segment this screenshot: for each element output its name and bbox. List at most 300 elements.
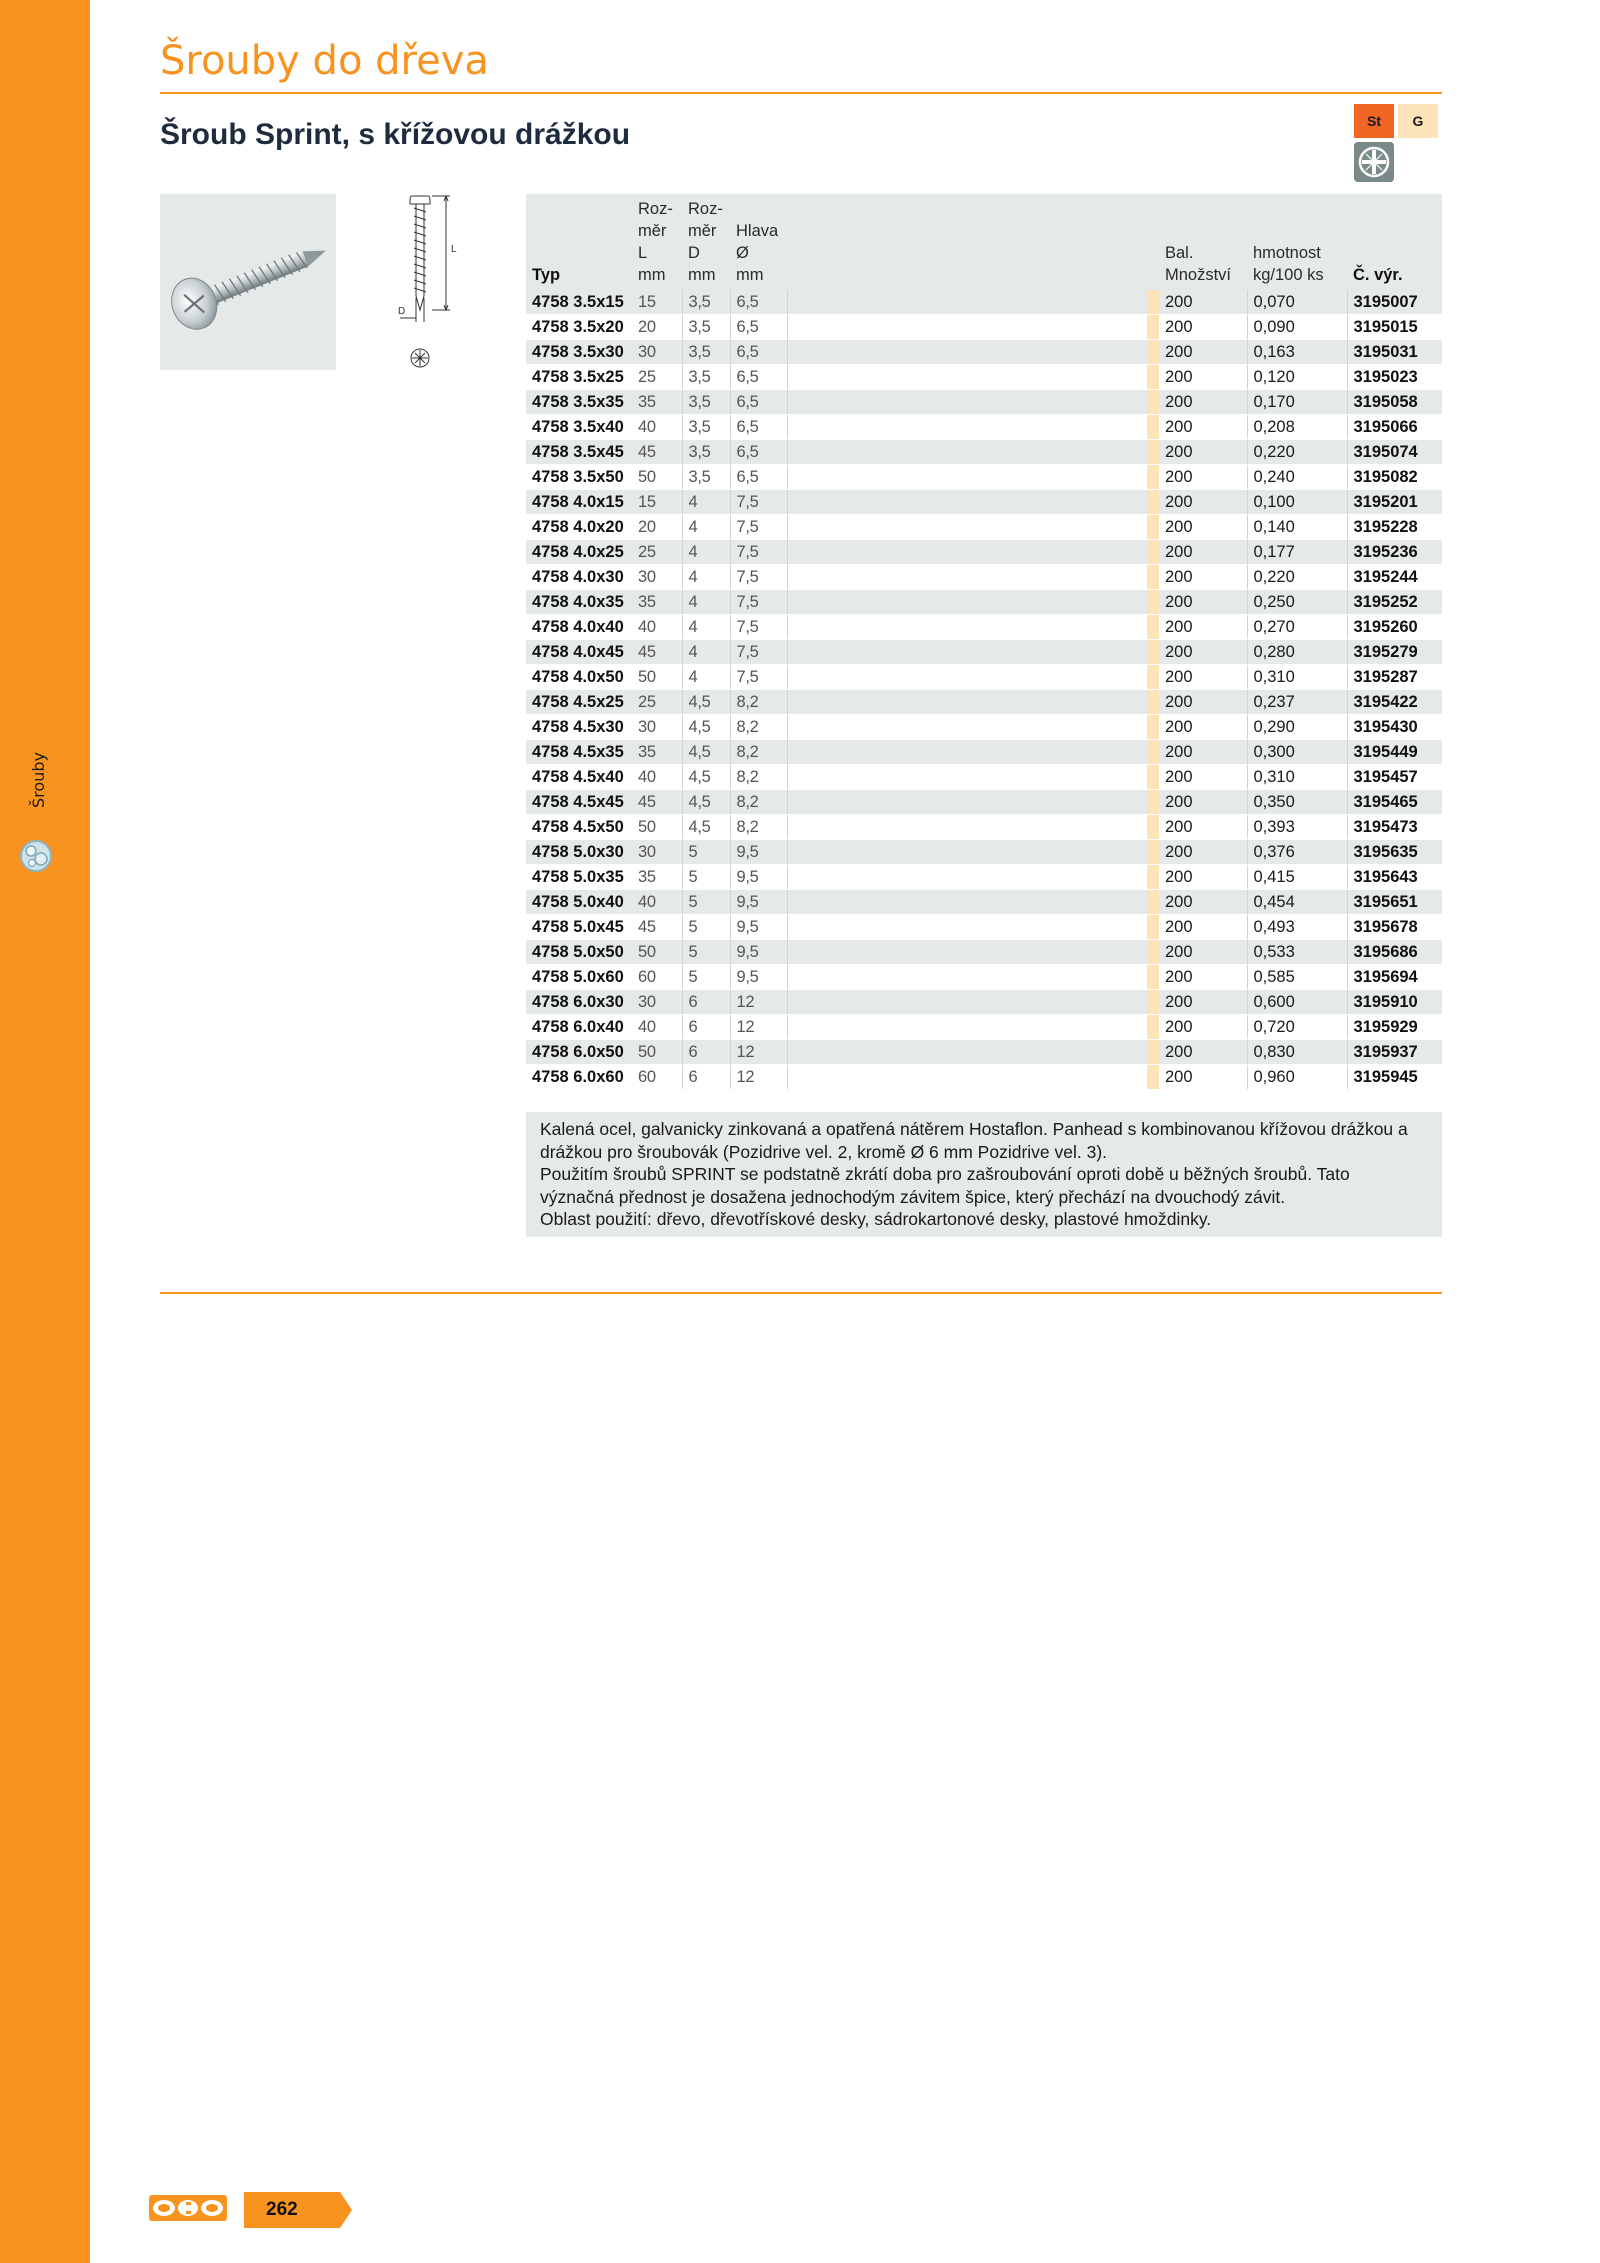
cell-gap xyxy=(787,1040,1147,1065)
cell-diameter: 4 xyxy=(682,640,730,665)
cell-diameter: 3,5 xyxy=(682,340,730,365)
cell-gap xyxy=(787,365,1147,390)
cell-package: 200 xyxy=(1159,865,1247,890)
cell-package: 200 xyxy=(1159,315,1247,340)
cell-separator xyxy=(1147,365,1159,390)
table-row xyxy=(526,565,1442,590)
cell-weight: 0,300 xyxy=(1247,740,1347,765)
cell-length: 45 xyxy=(632,640,682,665)
cell-head: 8,2 xyxy=(730,815,787,840)
table-row xyxy=(526,1040,1442,1065)
cell-typ: 4758 4.5x35 xyxy=(526,740,632,765)
cell-typ: 4758 6.0x60 xyxy=(526,1065,632,1090)
cell-package: 200 xyxy=(1159,815,1247,840)
cell-typ: 4758 5.0x45 xyxy=(526,915,632,940)
diameter-label: D xyxy=(398,306,406,317)
cell-separator xyxy=(1147,415,1159,440)
cell-length: 25 xyxy=(632,540,682,565)
cell-diameter: 5 xyxy=(682,915,730,940)
table-row xyxy=(526,340,1442,365)
cell-length: 50 xyxy=(632,1040,682,1065)
cell-diameter: 3,5 xyxy=(682,465,730,490)
cell-typ: 4758 3.5x20 xyxy=(526,315,632,340)
cell-package: 200 xyxy=(1159,565,1247,590)
table-row xyxy=(526,940,1442,965)
cell-head: 7,5 xyxy=(730,565,787,590)
table-row xyxy=(526,1065,1442,1090)
cell-diameter: 4 xyxy=(682,540,730,565)
cell-gap xyxy=(787,1065,1147,1090)
header-article-number: Č. výr. xyxy=(1353,266,1403,284)
cell-diameter: 4,5 xyxy=(682,690,730,715)
header-length: Roz- měr L mm xyxy=(638,200,673,284)
cell-gap xyxy=(787,290,1147,315)
cell-separator xyxy=(1147,1040,1159,1065)
cell-length: 50 xyxy=(632,940,682,965)
cell-length: 45 xyxy=(632,915,682,940)
cell-length: 50 xyxy=(632,665,682,690)
cell-article-number: 3195694 xyxy=(1347,965,1442,990)
cell-article-number: 3195945 xyxy=(1347,1065,1442,1090)
cell-typ: 4758 6.0x30 xyxy=(526,990,632,1015)
cell-head: 9,5 xyxy=(730,865,787,890)
cell-weight: 0,376 xyxy=(1247,840,1347,865)
cell-gap xyxy=(787,565,1147,590)
cell-gap xyxy=(787,390,1147,415)
cell-typ: 4758 4.5x50 xyxy=(526,815,632,840)
cell-weight: 0,280 xyxy=(1247,640,1347,665)
cell-weight: 0,720 xyxy=(1247,1015,1347,1040)
cell-separator xyxy=(1147,590,1159,615)
description-line: Použitím šroubů SPRINT se podstatně zkrátí doba pro zašroubování oproti době u běžných šroubů. Tato význačná přednost je dosažena jednochodým závitem špice, který přechází na dvouchodý závit. xyxy=(540,1164,1350,1207)
table-row xyxy=(526,965,1442,990)
cell-article-number: 3195023 xyxy=(1347,365,1442,390)
cell-typ: 4758 3.5x45 xyxy=(526,440,632,465)
cell-separator xyxy=(1147,665,1159,690)
header-diameter: Roz- měr D mm xyxy=(688,200,723,284)
table-row xyxy=(526,415,1442,440)
cell-diameter: 6 xyxy=(682,1015,730,1040)
table-row xyxy=(526,290,1442,315)
cell-weight: 0,350 xyxy=(1247,790,1347,815)
cell-diameter: 4,5 xyxy=(682,715,730,740)
cell-head: 12 xyxy=(730,1015,787,1040)
cell-separator xyxy=(1147,290,1159,315)
cell-article-number: 3195236 xyxy=(1347,540,1442,565)
table-row xyxy=(526,715,1442,740)
cell-diameter: 4,5 xyxy=(682,815,730,840)
cell-weight: 0,120 xyxy=(1247,365,1347,390)
cell-length: 40 xyxy=(632,765,682,790)
cell-separator xyxy=(1147,515,1159,540)
cell-length: 40 xyxy=(632,615,682,640)
cell-diameter: 4,5 xyxy=(682,740,730,765)
header-weight: hmotnost kg/100 ks xyxy=(1253,244,1324,284)
cell-article-number: 3195910 xyxy=(1347,990,1442,1015)
table-row xyxy=(526,315,1442,340)
page-number: 262 xyxy=(266,2199,298,2220)
cell-head: 8,2 xyxy=(730,740,787,765)
cell-article-number: 3195473 xyxy=(1347,815,1442,840)
cell-typ: 4758 4.0x20 xyxy=(526,515,632,540)
cell-weight: 0,830 xyxy=(1247,1040,1347,1065)
table-row xyxy=(526,665,1442,690)
cell-package: 200 xyxy=(1159,415,1247,440)
cell-package: 200 xyxy=(1159,515,1247,540)
page-number-tab xyxy=(244,2192,352,2228)
cell-article-number: 3195651 xyxy=(1347,890,1442,915)
cell-separator xyxy=(1147,790,1159,815)
cell-head: 12 xyxy=(730,1040,787,1065)
product-table xyxy=(526,194,1442,1090)
table-header-row xyxy=(526,194,1442,290)
cell-package: 200 xyxy=(1159,890,1247,915)
cell-weight: 0,163 xyxy=(1247,340,1347,365)
cell-article-number: 3195058 xyxy=(1347,390,1442,415)
bottom-divider xyxy=(160,1292,1442,1294)
cell-weight: 0,270 xyxy=(1247,615,1347,640)
cell-head: 6,5 xyxy=(730,365,787,390)
cell-length: 30 xyxy=(632,840,682,865)
cell-diameter: 4 xyxy=(682,515,730,540)
cell-length: 20 xyxy=(632,315,682,340)
cell-separator xyxy=(1147,1015,1159,1040)
cell-article-number: 3195066 xyxy=(1347,415,1442,440)
cell-diameter: 3,5 xyxy=(682,315,730,340)
cell-gap xyxy=(787,965,1147,990)
material-badge-steel: St xyxy=(1354,104,1394,138)
cell-gap xyxy=(787,840,1147,865)
cell-weight: 0,090 xyxy=(1247,315,1347,340)
cell-head: 9,5 xyxy=(730,840,787,865)
cell-gap xyxy=(787,915,1147,940)
cell-package: 200 xyxy=(1159,840,1247,865)
cell-article-number: 3195228 xyxy=(1347,515,1442,540)
cell-separator xyxy=(1147,540,1159,565)
cell-separator xyxy=(1147,565,1159,590)
table-row xyxy=(526,615,1442,640)
cell-head: 9,5 xyxy=(730,890,787,915)
cell-separator xyxy=(1147,615,1159,640)
cell-gap xyxy=(787,1015,1147,1040)
cell-diameter: 4,5 xyxy=(682,790,730,815)
cell-length: 35 xyxy=(632,590,682,615)
cell-head: 9,5 xyxy=(730,965,787,990)
cell-head: 9,5 xyxy=(730,915,787,940)
cell-separator xyxy=(1147,390,1159,415)
table-row xyxy=(526,465,1442,490)
cell-separator xyxy=(1147,990,1159,1015)
cell-typ: 4758 5.0x30 xyxy=(526,840,632,865)
cell-length: 40 xyxy=(632,890,682,915)
cell-diameter: 4 xyxy=(682,565,730,590)
cell-gap xyxy=(787,790,1147,815)
cell-separator xyxy=(1147,815,1159,840)
cell-package: 200 xyxy=(1159,465,1247,490)
cell-separator xyxy=(1147,465,1159,490)
cell-article-number: 3195252 xyxy=(1347,590,1442,615)
cell-package: 200 xyxy=(1159,765,1247,790)
header-package: Bal. Množství xyxy=(1165,244,1232,284)
cell-diameter: 4 xyxy=(682,490,730,515)
cell-diameter: 4 xyxy=(682,665,730,690)
table-row xyxy=(526,590,1442,615)
cell-head: 8,2 xyxy=(730,790,787,815)
cell-weight: 0,290 xyxy=(1247,715,1347,740)
cell-diameter: 3,5 xyxy=(682,365,730,390)
cell-package: 200 xyxy=(1159,365,1247,390)
cell-weight: 0,393 xyxy=(1247,815,1347,840)
cell-separator xyxy=(1147,690,1159,715)
cell-article-number: 3195260 xyxy=(1347,615,1442,640)
cell-typ: 4758 4.0x40 xyxy=(526,615,632,640)
cell-gap xyxy=(787,615,1147,640)
cell-separator xyxy=(1147,1065,1159,1090)
table-row xyxy=(526,765,1442,790)
cell-package: 200 xyxy=(1159,1040,1247,1065)
cell-length: 35 xyxy=(632,740,682,765)
cell-gap xyxy=(787,990,1147,1015)
cell-article-number: 3195422 xyxy=(1347,690,1442,715)
cell-article-number: 3195457 xyxy=(1347,765,1442,790)
page-title: Šrouby do dřeva xyxy=(160,38,489,84)
cell-typ: 4758 4.0x45 xyxy=(526,640,632,665)
table-row xyxy=(526,540,1442,565)
cell-head: 7,5 xyxy=(730,540,787,565)
cell-diameter: 5 xyxy=(682,965,730,990)
cell-length: 25 xyxy=(632,365,682,390)
cell-separator xyxy=(1147,865,1159,890)
cell-head: 7,5 xyxy=(730,640,787,665)
cell-length: 35 xyxy=(632,865,682,890)
cell-gap xyxy=(787,490,1147,515)
cell-package: 200 xyxy=(1159,290,1247,315)
cell-head: 12 xyxy=(730,1065,787,1090)
cell-head: 6,5 xyxy=(730,465,787,490)
product-photo xyxy=(160,194,336,370)
table-row xyxy=(526,490,1442,515)
cell-typ: 4758 5.0x50 xyxy=(526,940,632,965)
cell-length: 40 xyxy=(632,415,682,440)
cell-typ: 4758 3.5x25 xyxy=(526,365,632,390)
cell-diameter: 3,5 xyxy=(682,440,730,465)
cell-typ: 4758 3.5x50 xyxy=(526,465,632,490)
cell-head: 6,5 xyxy=(730,290,787,315)
cell-length: 15 xyxy=(632,290,682,315)
cell-article-number: 3195244 xyxy=(1347,565,1442,590)
cell-gap xyxy=(787,865,1147,890)
cell-typ: 4758 3.5x40 xyxy=(526,415,632,440)
cell-article-number: 3195201 xyxy=(1347,490,1442,515)
table-row xyxy=(526,440,1442,465)
table-row xyxy=(526,515,1442,540)
cell-package: 200 xyxy=(1159,1065,1247,1090)
cell-typ: 4758 5.0x60 xyxy=(526,965,632,990)
cell-weight: 0,600 xyxy=(1247,990,1347,1015)
cell-package: 200 xyxy=(1159,740,1247,765)
cell-length: 15 xyxy=(632,490,682,515)
cell-length: 30 xyxy=(632,715,682,740)
cell-separator xyxy=(1147,840,1159,865)
cell-diameter: 5 xyxy=(682,940,730,965)
cell-article-number: 3195287 xyxy=(1347,665,1442,690)
cell-separator xyxy=(1147,490,1159,515)
product-title: Šroub Sprint, s křížovou drážkou xyxy=(160,118,631,151)
cell-separator xyxy=(1147,715,1159,740)
cell-article-number: 3195015 xyxy=(1347,315,1442,340)
table-row xyxy=(526,915,1442,940)
screw-bits-icon xyxy=(18,838,54,874)
cell-gap xyxy=(787,590,1147,615)
description-box xyxy=(526,1112,1442,1237)
cell-typ: 4758 4.5x25 xyxy=(526,690,632,715)
cell-weight: 0,454 xyxy=(1247,890,1347,915)
cell-diameter: 4,5 xyxy=(682,765,730,790)
cell-typ: 4758 4.5x45 xyxy=(526,790,632,815)
cell-gap xyxy=(787,890,1147,915)
cell-separator xyxy=(1147,890,1159,915)
cell-article-number: 3195929 xyxy=(1347,1015,1442,1040)
cell-gap xyxy=(787,940,1147,965)
cell-gap xyxy=(787,415,1147,440)
cell-package: 200 xyxy=(1159,940,1247,965)
cell-article-number: 3195031 xyxy=(1347,340,1442,365)
cell-weight: 0,960 xyxy=(1247,1065,1347,1090)
cell-weight: 0,493 xyxy=(1247,915,1347,940)
cell-separator xyxy=(1147,940,1159,965)
description-line: Oblast použití: dřevo, dřevotřískové desky, sádrokartonové desky, plastové hmoždinky. xyxy=(540,1209,1212,1229)
cell-head: 6,5 xyxy=(730,390,787,415)
cell-gap xyxy=(787,440,1147,465)
cell-package: 200 xyxy=(1159,640,1247,665)
spec-table xyxy=(526,194,1442,1090)
table-row xyxy=(526,690,1442,715)
cell-length: 45 xyxy=(632,790,682,815)
cell-package: 200 xyxy=(1159,490,1247,515)
table-row xyxy=(526,365,1442,390)
cell-length: 40 xyxy=(632,1015,682,1040)
cell-weight: 0,140 xyxy=(1247,515,1347,540)
cell-package: 200 xyxy=(1159,665,1247,690)
cell-diameter: 3,5 xyxy=(682,290,730,315)
cell-head: 7,5 xyxy=(730,490,787,515)
cell-package: 200 xyxy=(1159,715,1247,740)
cell-diameter: 5 xyxy=(682,865,730,890)
cell-package: 200 xyxy=(1159,440,1247,465)
cell-article-number: 3195686 xyxy=(1347,940,1442,965)
cell-head: 6,5 xyxy=(730,315,787,340)
cell-length: 30 xyxy=(632,990,682,1015)
length-label: L xyxy=(451,244,457,255)
cell-head: 8,2 xyxy=(730,715,787,740)
cell-weight: 0,070 xyxy=(1247,290,1347,315)
cell-gap xyxy=(787,665,1147,690)
cell-head: 7,5 xyxy=(730,590,787,615)
cell-diameter: 4 xyxy=(682,615,730,640)
cell-article-number: 3195449 xyxy=(1347,740,1442,765)
cell-package: 200 xyxy=(1159,990,1247,1015)
cell-weight: 0,220 xyxy=(1247,565,1347,590)
cell-gap xyxy=(787,640,1147,665)
cell-diameter: 3,5 xyxy=(682,415,730,440)
cell-weight: 0,250 xyxy=(1247,590,1347,615)
table-row xyxy=(526,890,1442,915)
cell-article-number: 3195430 xyxy=(1347,715,1442,740)
table-body xyxy=(526,290,1442,1090)
cell-gap xyxy=(787,690,1147,715)
cell-package: 200 xyxy=(1159,390,1247,415)
cell-diameter: 3,5 xyxy=(682,390,730,415)
cell-head: 7,5 xyxy=(730,665,787,690)
cell-weight: 0,310 xyxy=(1247,665,1347,690)
cell-article-number: 3195635 xyxy=(1347,840,1442,865)
table-row xyxy=(526,790,1442,815)
cell-gap xyxy=(787,740,1147,765)
cell-package: 200 xyxy=(1159,1015,1247,1040)
cell-diameter: 6 xyxy=(682,1040,730,1065)
cell-head: 12 xyxy=(730,990,787,1015)
cell-head: 7,5 xyxy=(730,615,787,640)
cell-typ: 4758 3.5x35 xyxy=(526,390,632,415)
pozidrive-icon xyxy=(1354,142,1394,182)
cell-gap xyxy=(787,540,1147,565)
cell-length: 60 xyxy=(632,1065,682,1090)
cell-package: 200 xyxy=(1159,590,1247,615)
cell-article-number: 3195643 xyxy=(1347,865,1442,890)
cell-weight: 0,177 xyxy=(1247,540,1347,565)
header-head: Hlava Ø mm xyxy=(736,222,779,284)
cell-separator xyxy=(1147,640,1159,665)
cell-typ: 4758 4.5x40 xyxy=(526,765,632,790)
cell-diameter: 6 xyxy=(682,1065,730,1090)
cell-typ: 4758 3.5x15 xyxy=(526,290,632,315)
cell-gap xyxy=(787,765,1147,790)
cell-separator xyxy=(1147,340,1159,365)
screw-photo-icon xyxy=(160,194,336,370)
cell-head: 6,5 xyxy=(730,415,787,440)
cell-article-number: 3195007 xyxy=(1347,290,1442,315)
title-divider xyxy=(160,92,1442,94)
cell-head: 7,5 xyxy=(730,515,787,540)
side-section-label: Šrouby xyxy=(28,752,48,808)
header-gap xyxy=(787,194,1147,290)
obo-logo xyxy=(148,2194,228,2222)
cell-weight: 0,100 xyxy=(1247,490,1347,515)
cell-weight: 0,533 xyxy=(1247,940,1347,965)
cell-head: 6,5 xyxy=(730,340,787,365)
cell-package: 200 xyxy=(1159,790,1247,815)
cell-separator xyxy=(1147,765,1159,790)
cell-typ: 4758 5.0x35 xyxy=(526,865,632,890)
cell-weight: 0,170 xyxy=(1247,390,1347,415)
cell-weight: 0,310 xyxy=(1247,765,1347,790)
cell-typ: 4758 4.0x35 xyxy=(526,590,632,615)
cell-length: 30 xyxy=(632,340,682,365)
cell-length: 50 xyxy=(632,815,682,840)
cell-gap xyxy=(787,715,1147,740)
cell-separator xyxy=(1147,440,1159,465)
cell-typ: 4758 6.0x50 xyxy=(526,1040,632,1065)
table-row xyxy=(526,815,1442,840)
cell-length: 45 xyxy=(632,440,682,465)
cell-weight: 0,585 xyxy=(1247,965,1347,990)
cell-diameter: 5 xyxy=(682,890,730,915)
cell-gap xyxy=(787,515,1147,540)
cell-diameter: 4 xyxy=(682,590,730,615)
cell-article-number: 3195678 xyxy=(1347,915,1442,940)
cell-package: 200 xyxy=(1159,615,1247,640)
cell-diameter: 6 xyxy=(682,990,730,1015)
